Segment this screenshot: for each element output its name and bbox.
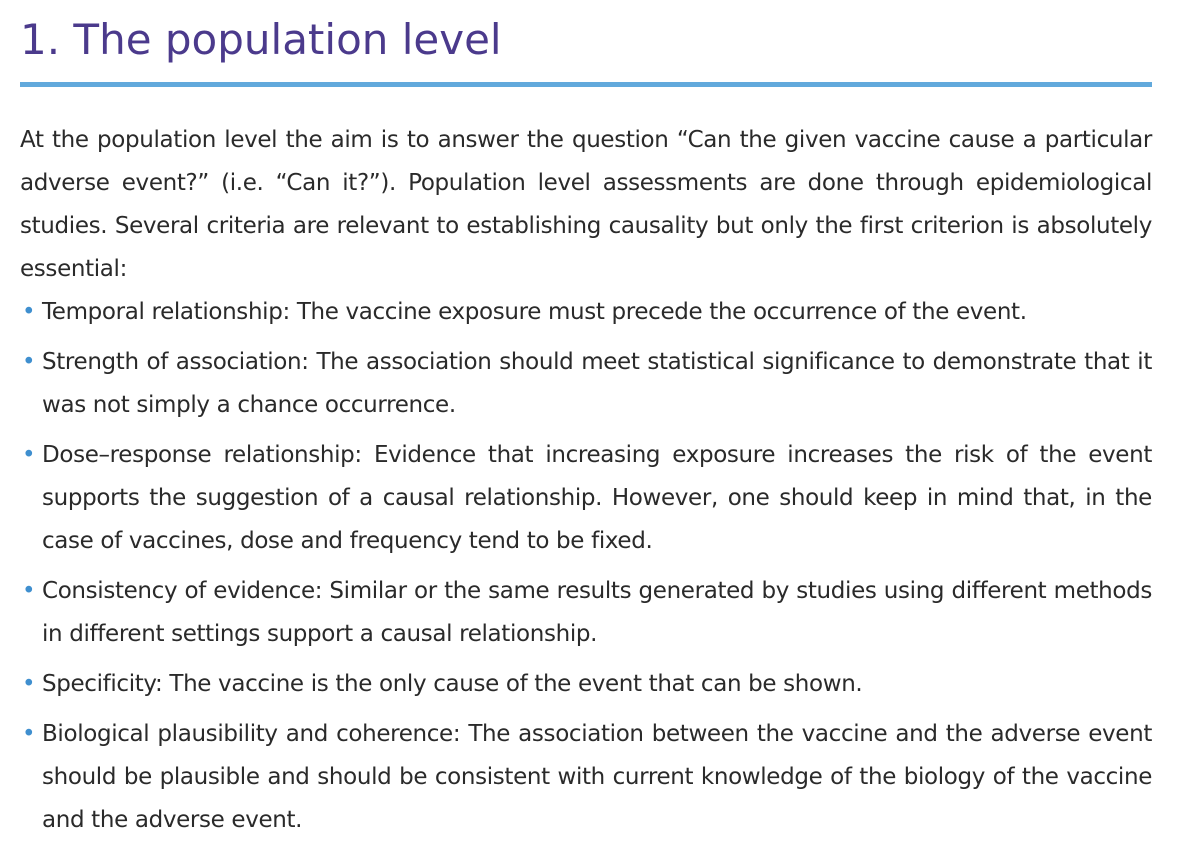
- bullet-icon: •: [22, 671, 36, 697]
- criterion-text: Specificity: The vaccine is the only cause of the event that can be shown.: [42, 671, 863, 697]
- bullet-icon: •: [22, 442, 36, 468]
- section-title: 1. The population level: [20, 15, 502, 64]
- criterion-temporal-relationship: [20, 291, 1152, 334]
- criterion-dose-response: [20, 434, 1152, 563]
- section-body: [20, 119, 1152, 842]
- criterion-strength-of-association: [20, 341, 1152, 427]
- intro-paragraph: At the population level the aim is to answer the question “Can the given vaccine cause a particular adverse event?” (i.e. “Can it?”). Population level assessments are done through epidemiological studies. Several criteria are relevant to establishing causality but only the first criterion is absolutely essential:: [20, 127, 1152, 282]
- bullet-icon: •: [22, 299, 36, 325]
- criterion-text: Biological plausibility and coherence: The association between the vaccine and the adverse event should be plausible and should be consistent with current knowledge of the biology of the vaccine and the adverse event.: [42, 721, 1152, 833]
- criterion-specificity: [20, 663, 1152, 706]
- criterion-text: Temporal relationship: The vaccine exposure must precede the occurrence of the event.: [42, 299, 1027, 325]
- criterion-text: Strength of association: The association should meet statistical significance to demonstrate that it was not simply a chance occurrence.: [42, 349, 1152, 418]
- bullet-icon: •: [22, 721, 36, 747]
- criterion-text: Dose–response relationship: Evidence that increasing exposure increases the risk of the event supports the suggestion of a causal relationship. However, one should keep in mind that, in the case of vaccines, dose and frequency tend to be fixed.: [42, 442, 1152, 554]
- bullet-icon: •: [22, 578, 36, 604]
- bullet-icon: •: [22, 349, 36, 375]
- criterion-consistency-of-evidence: [20, 570, 1152, 656]
- title-divider: [20, 82, 1152, 87]
- criterion-biological-plausibility: [20, 713, 1152, 842]
- criterion-text: Consistency of evidence: Similar or the same results generated by studies using different methods in different settings support a causal relationship.: [42, 578, 1152, 647]
- criteria-list: [20, 291, 1152, 842]
